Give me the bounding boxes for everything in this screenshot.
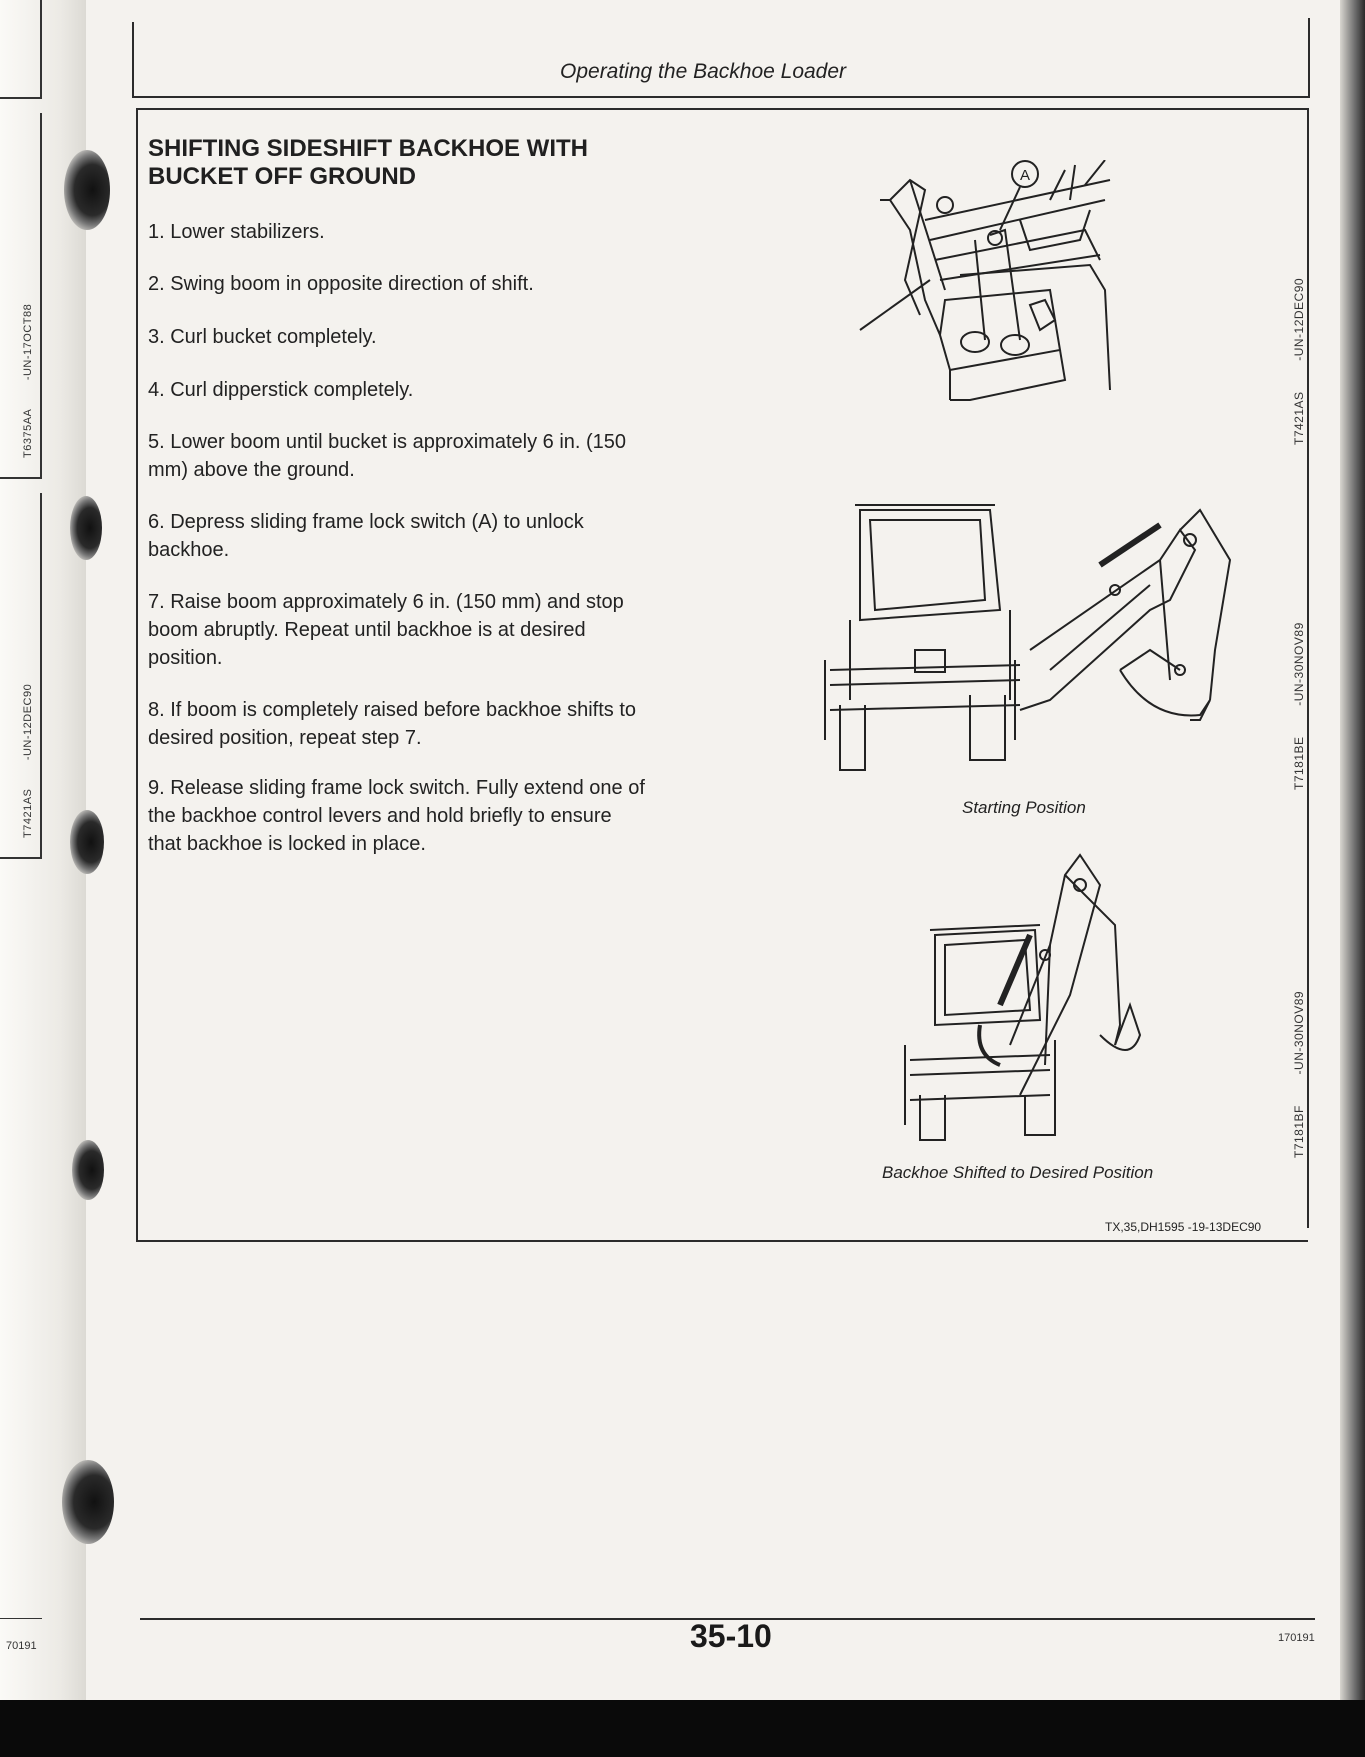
binder-hole [62, 1460, 114, 1544]
figure-code-id: T7181BF [1292, 1105, 1306, 1158]
shifted-position-illustration [900, 845, 1160, 1145]
figure-code-3 [1292, 991, 1306, 1158]
lock-switch-illustration [850, 160, 1115, 410]
figure-code-date: -UN-12DEC90 [1292, 277, 1306, 361]
step-line: that backhoe is locked in place. [148, 833, 426, 855]
step-9 [148, 774, 728, 858]
left-date-1: -UN-17OCT88 [22, 303, 34, 381]
figure-code-id: T7181BE [1292, 736, 1306, 790]
step-line: 6. Depress sliding frame lock switch (A) to unlock [148, 511, 584, 533]
step-line: mm) above the ground. [148, 459, 355, 481]
header-left-rule [132, 22, 134, 98]
step-line: 7. Raise boom approximately 6 in. (150 mm) and stop [148, 591, 624, 613]
caption-shifted-position: Backhoe Shifted to Desired Position [882, 1163, 1154, 1182]
left-margin-rule [0, 477, 42, 479]
figure-code-date: -UN-30NOV89 [1292, 622, 1306, 706]
step-line: the backhoe control levers and hold briefly to ensure [148, 805, 612, 827]
left-margin-rule [40, 113, 42, 478]
scan-bottom-edge [0, 1700, 1365, 1757]
figure-code-id: T7421AS [1292, 391, 1306, 445]
left-margin-rule [0, 97, 42, 99]
step-8 [148, 696, 728, 752]
figure-code-1 [1292, 278, 1306, 445]
left-code-2: T7421AS [22, 788, 34, 838]
step-line: 1. Lower stabilizers. [148, 221, 325, 243]
step-6 [148, 508, 728, 564]
left-margin-rule [0, 857, 42, 859]
left-margin-rule [40, 0, 42, 98]
step-line: desired position, repeat step 7. [148, 727, 422, 749]
header-right-rule [1308, 18, 1310, 96]
step-line: 5. Lower boom until bucket is approximately 6 in. (150 [148, 431, 627, 453]
left-margin-rule [40, 493, 42, 858]
step-line: 4. Curl dipperstick completely. [148, 379, 414, 401]
page-number: 35-10 [690, 1618, 772, 1654]
binder-hole [70, 810, 104, 874]
step-line: boom abruptly. Repeat until backhoe is at desired [148, 619, 586, 641]
step-line: 2. Swing boom in opposite direction of shift. [148, 273, 534, 295]
left-code-1: T6375AA [22, 408, 34, 458]
running-header: Operating the Backhoe Loader [560, 60, 847, 83]
starting-position-illustration [820, 470, 1240, 790]
binder-hole [64, 150, 110, 230]
step-line: position. [148, 647, 223, 669]
page-edge-shadow [1340, 0, 1365, 1700]
binder-hole [72, 1140, 104, 1200]
callout-label: A [1019, 167, 1031, 184]
left-date-2: -UN-12DEC90 [22, 683, 34, 761]
left-side-code [22, 304, 34, 458]
caption-starting-position: Starting Position [962, 798, 1086, 817]
step-line: 8. If boom is completely raised before backhoe shifts to [148, 699, 637, 721]
step-1 [148, 218, 728, 246]
left-page-date: 70191 [6, 1640, 37, 1652]
module-reference-code: TX,35,DH1595 -19-13DEC90 [1105, 1220, 1262, 1234]
header-underline [132, 96, 1310, 98]
left-side-code [22, 684, 34, 838]
step-line: 3. Curl bucket completely. [148, 326, 377, 348]
frame-top [136, 108, 1308, 110]
footer-date: 170191 [1278, 1632, 1315, 1644]
left-margin-rule [0, 1618, 42, 1619]
section-title [148, 135, 708, 191]
frame-bottom [136, 1240, 1308, 1242]
step-line: backhoe. [148, 539, 230, 561]
frame-left [136, 108, 138, 1242]
figure-code-date: -UN-30NOV89 [1292, 990, 1306, 1075]
step-line: 9. Release sliding frame lock switch. Fully extend one of [148, 777, 645, 799]
section-title-line2: BUCKET OFF GROUND [148, 163, 416, 190]
step-4 [148, 376, 728, 404]
step-2 [148, 270, 728, 298]
binder-hole [70, 496, 102, 560]
step-5 [148, 428, 728, 484]
frame-right [1307, 108, 1309, 1228]
section-title-line1: SHIFTING SIDESHIFT BACKHOE WITH [148, 135, 588, 162]
step-7 [148, 588, 728, 672]
step-3 [148, 323, 728, 351]
figure-code-2 [1292, 622, 1306, 790]
